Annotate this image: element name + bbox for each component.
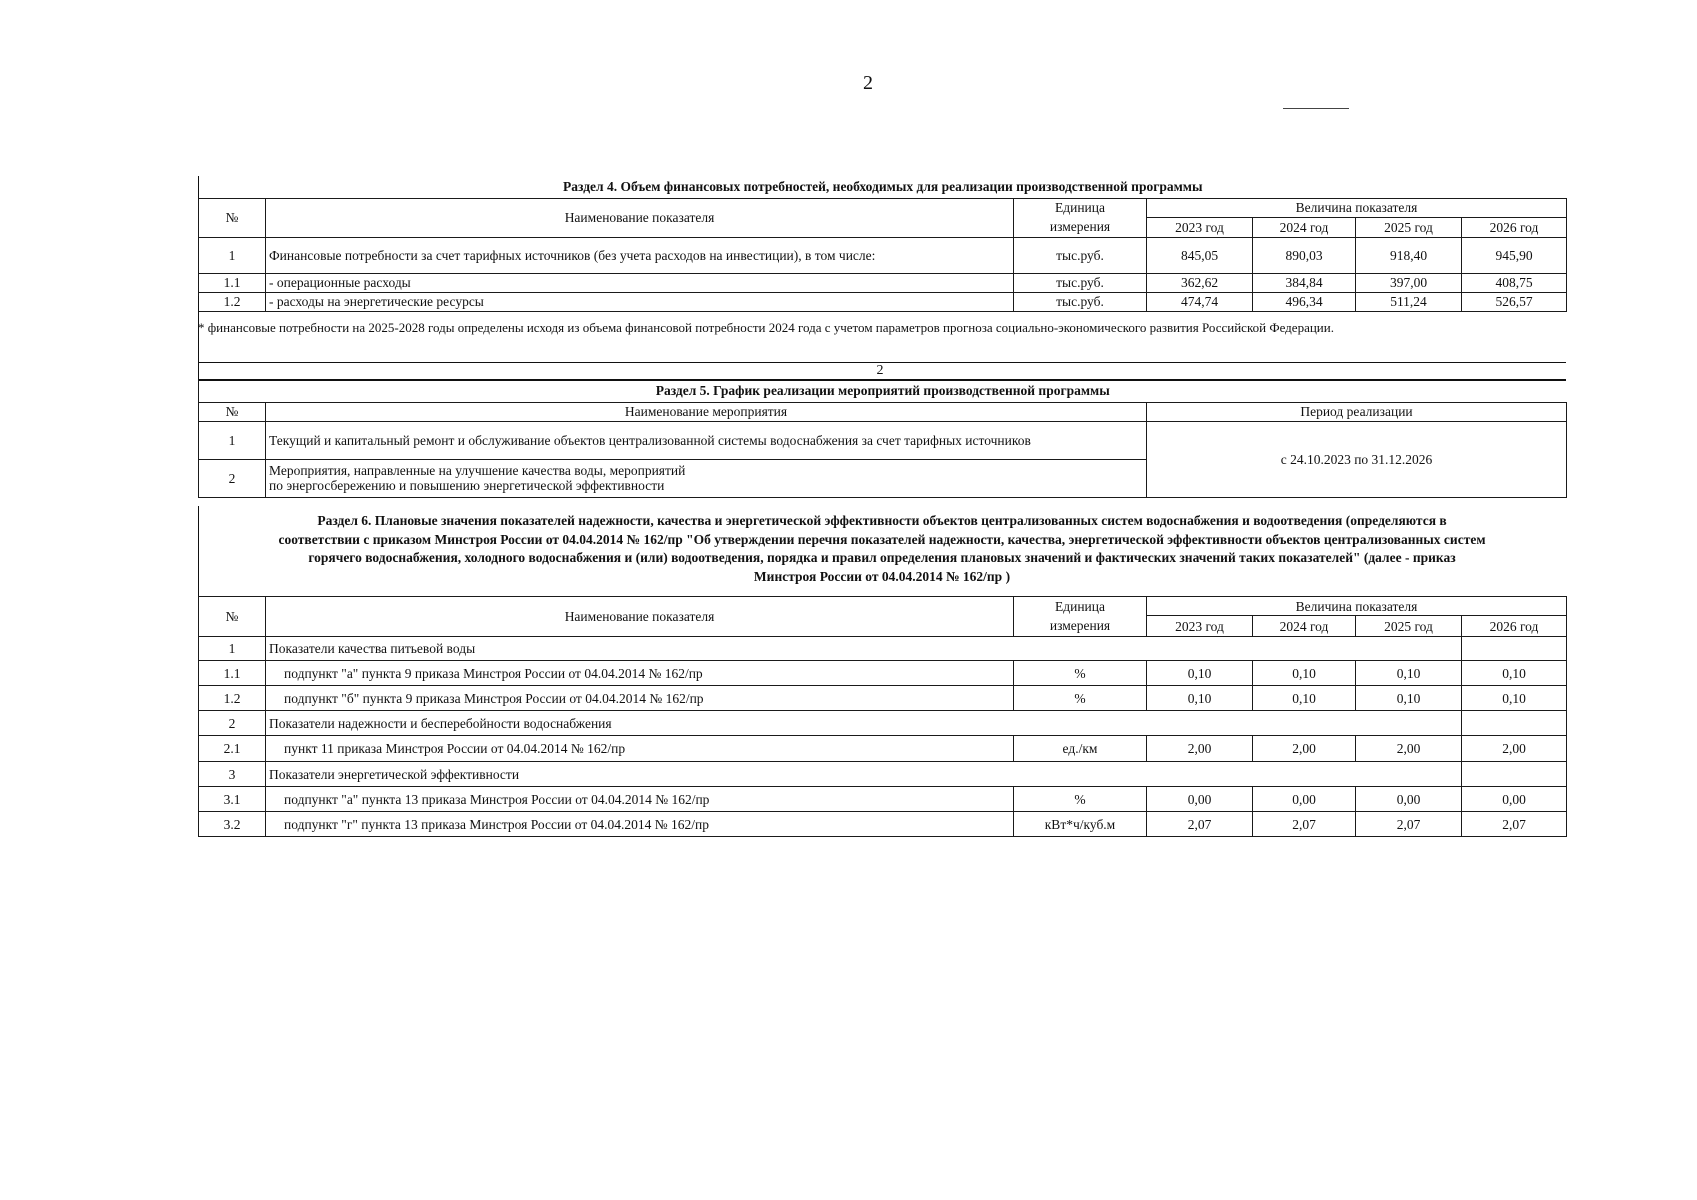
section5-table: [198, 380, 1567, 498]
row-value: 0,10: [1462, 686, 1567, 711]
row-value: 0,00: [1462, 787, 1567, 812]
header-period: Период реализации: [1147, 402, 1567, 421]
row-value: 845,05: [1147, 237, 1253, 273]
row-name: Показатели надежности и бесперебойности водоснабжения: [266, 711, 1462, 736]
table-row: [199, 292, 1567, 311]
table-row: [199, 812, 1567, 837]
period-value: с 24.10.2023 по 31.12.2026: [1147, 421, 1567, 497]
header-year: 2026 год: [1462, 616, 1567, 637]
section6-title-line: соответствии с приказом Минстроя России от 04.04.2014 № 162/пр "Об утверждении перечня показателей надежности, качества, энергетической эффективности объектов централизованных систем: [278, 531, 1486, 547]
row-value: 408,75: [1462, 273, 1567, 292]
row-value: 474,74: [1147, 292, 1253, 311]
row-value: 2,07: [1462, 812, 1567, 837]
row-unit: ед./км: [1014, 736, 1147, 762]
row-value: 918,40: [1356, 237, 1462, 273]
row-num: 3.2: [199, 812, 266, 837]
row-name: Текущий и капитальный ремонт и обслуживание объектов централизованной системы водоснабжения за счет тарифных источников: [266, 421, 1147, 459]
row-value: 2,00: [1253, 736, 1356, 762]
header-year: 2026 год: [1462, 217, 1567, 237]
row-num: 1.2: [199, 292, 266, 311]
row-value: 511,24: [1356, 292, 1462, 311]
row-value: 2,07: [1147, 812, 1253, 837]
row-name: подпункт "г" пункта 13 приказа Минстроя России от 04.04.2014 № 162/пр: [266, 812, 1014, 837]
row-name: - операционные расходы: [266, 273, 1014, 292]
row-num: 1: [199, 637, 266, 661]
row-num: 3: [199, 762, 266, 787]
row-num: 2: [199, 459, 266, 497]
header-year: 2024 год: [1253, 616, 1356, 637]
row-unit: тыс.руб.: [1014, 273, 1147, 292]
row-value: 0,10: [1462, 661, 1567, 686]
row-num: 3.1: [199, 787, 266, 812]
section4-table: [198, 176, 1567, 312]
table-row-group: [199, 637, 1567, 661]
section6-title-line: горячего водоснабжения, холодного водоснабжения и (или) водоотведения, порядка и правил определения плановых значений и фактических значений таких показателей" (далее - приказ: [308, 550, 1456, 565]
section6-title-line: Раздел 6. Плановые значения показателей надежности, качества и энергетической эффективности объектов централизованных систем водоснабжения и водоотведения (определяются в: [317, 513, 1447, 528]
row-value: 0,10: [1356, 686, 1462, 711]
header-name: Наименование мероприятия: [266, 402, 1147, 421]
header-name: Наименование показателя: [266, 198, 1014, 237]
header-unit: Единица: [1014, 597, 1147, 616]
row-name: подпункт "а" пункта 9 приказа Минстроя России от 04.04.2014 № 162/пр: [266, 661, 1014, 686]
row-value: 945,90: [1462, 237, 1567, 273]
row-value: 0,00: [1253, 787, 1356, 812]
row-value: 384,84: [1253, 273, 1356, 292]
section6-title-line: Минстроя России от 04.04.2014 № 162/пр ): [753, 568, 1011, 584]
row-num: 1.2: [199, 686, 266, 711]
row-value: 0,10: [1147, 686, 1253, 711]
header-year: 2025 год: [1356, 217, 1462, 237]
row-name-line: Мероприятия, направленные на улучшение качества воды, мероприятий: [269, 463, 686, 478]
table-row: [199, 661, 1567, 686]
table-row-group: [199, 711, 1567, 736]
header-value: Величина показателя: [1147, 198, 1567, 217]
table-row: [199, 686, 1567, 711]
row-unit: кВт*ч/куб.м: [1014, 812, 1147, 837]
header-year: 2024 год: [1253, 217, 1356, 237]
row-unit: %: [1014, 661, 1147, 686]
empty-cell: [1462, 711, 1567, 736]
header-year: 2023 год: [1147, 217, 1253, 237]
header-name: Наименование показателя: [266, 597, 1014, 637]
row-name: подпункт "а" пункта 13 приказа Минстроя России от 04.04.2014 № 162/пр: [266, 787, 1014, 812]
row-num: 1: [199, 421, 266, 459]
header-year: 2025 год: [1356, 616, 1462, 637]
row-name: подпункт "б" пункта 9 приказа Минстроя России от 04.04.2014 № 162/пр: [266, 686, 1014, 711]
row-unit: тыс.руб.: [1014, 237, 1147, 273]
table-row: [199, 421, 1567, 459]
header-unit-2: измерения: [1014, 616, 1147, 637]
header-unit-2: измерения: [1014, 217, 1147, 237]
row-name: Финансовые потребности за счет тарифных источников (без учета расходов на инвестиции), в том числе:: [266, 237, 1014, 273]
row-value: 397,00: [1356, 273, 1462, 292]
table-row: [199, 787, 1567, 812]
row-value: 0,10: [1356, 661, 1462, 686]
row-value: 526,57: [1462, 292, 1567, 311]
footnote: * финансовые потребности на 2025-2028 годы определены исходя из объема финансовой потребности 2024 года с учетом параметров прогноза социально-экономического развития Российской Федерации.: [198, 320, 1334, 335]
separator-number: 2: [876, 363, 884, 378]
row-value: 890,03: [1253, 237, 1356, 273]
row-value: 2,07: [1356, 812, 1462, 837]
row-num: 1.1: [199, 273, 266, 292]
section6-title: [198, 512, 1566, 586]
row-name: [266, 459, 1147, 497]
table-row: [199, 237, 1567, 273]
row-value: 0,10: [1253, 686, 1356, 711]
table-row-group: [199, 762, 1567, 787]
row-value: 0,10: [1147, 661, 1253, 686]
page-number: 2: [863, 72, 873, 94]
row-name: - расходы на энергетические ресурсы: [266, 292, 1014, 311]
page-underline: [1283, 108, 1349, 109]
row-num: 1: [199, 237, 266, 273]
separator-border: [198, 362, 199, 380]
row-unit: тыс.руб.: [1014, 292, 1147, 311]
section5-title: Раздел 5. График реализации мероприятий производственной программы: [199, 380, 1567, 402]
header-value: Величина показателя: [1147, 597, 1567, 616]
row-name: Показатели энергетической эффективности: [266, 762, 1462, 787]
header-year: 2023 год: [1147, 616, 1253, 637]
table-row: [199, 273, 1567, 292]
row-value: 2,07: [1253, 812, 1356, 837]
row-value: 2,00: [1462, 736, 1567, 762]
row-name-line: по энергосбережению и повышению энергетической эффективности: [269, 478, 665, 493]
row-num: 1.1: [199, 661, 266, 686]
row-name: Показатели качества питьевой воды: [266, 637, 1462, 661]
header-unit: Единица: [1014, 198, 1147, 217]
section4-title: Раздел 4. Объем финансовых потребностей, необходимых для реализации производственной программы: [199, 176, 1567, 198]
row-value: 496,34: [1253, 292, 1356, 311]
row-unit: %: [1014, 686, 1147, 711]
header-num: №: [199, 198, 266, 237]
row-unit: %: [1014, 787, 1147, 812]
table-row: [199, 736, 1567, 762]
row-value: 0,00: [1356, 787, 1462, 812]
row-value: 0,10: [1253, 661, 1356, 686]
empty-cell: [1462, 762, 1567, 787]
row-num: 2: [199, 711, 266, 736]
section6-table: [198, 596, 1567, 837]
header-num: №: [199, 597, 266, 637]
row-name: пункт 11 приказа Минстроя России от 04.04.2014 № 162/пр: [266, 736, 1014, 762]
row-value: 0,00: [1147, 787, 1253, 812]
row-num: 2.1: [199, 736, 266, 762]
row-value: 2,00: [1356, 736, 1462, 762]
empty-cell: [1462, 637, 1567, 661]
row-value: 362,62: [1147, 273, 1253, 292]
row-value: 2,00: [1147, 736, 1253, 762]
header-num: №: [199, 402, 266, 421]
